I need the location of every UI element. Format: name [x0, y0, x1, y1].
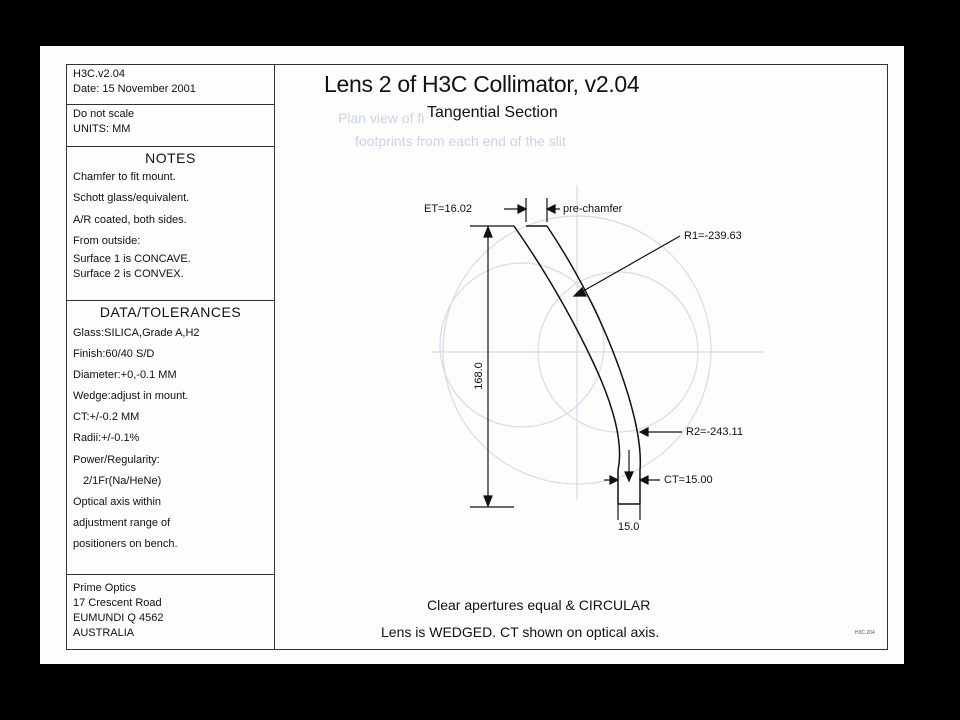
note-line: Chamfer to fit mount.: [73, 171, 176, 183]
tolerance-line: Power/Regularity:: [73, 453, 160, 466]
note-line: Surface 1 is CONCAVE.: [73, 253, 191, 266]
address-street: 17 Crescent Road: [73, 597, 162, 609]
tolerance-line: Diameter:+0,-0.1 MM: [73, 369, 177, 382]
note-line: Schott glass/equivalent.: [73, 192, 190, 205]
tolerance-line: Glass:SILICA,Grade A,H2: [73, 327, 200, 339]
ct-label: CT=15.00: [664, 474, 713, 486]
id-block: [67, 65, 274, 105]
company-name: Prime Optics: [73, 582, 136, 594]
scale-block: [67, 105, 274, 147]
tolerance-line: Finish:60/40 S/D: [73, 348, 155, 361]
tolerance-line: CT:+/-0.2 MM: [73, 411, 140, 424]
et-label: ET=16.02: [424, 203, 473, 215]
drawing-id: H3C.v2.04: [73, 68, 125, 80]
tolerance-line: Optical axis within: [73, 495, 162, 508]
units-note: UNITS: MM: [73, 123, 131, 135]
drawing-date: Date: 15 November 2001: [73, 83, 196, 95]
tolerance-line: Radii:+/-0.1%: [73, 432, 140, 445]
tolerance-line: 2/1Fr(Na/HeNe): [83, 474, 162, 487]
address-country: AUSTRALIA: [73, 627, 135, 639]
scale-note: Do not scale: [73, 108, 135, 120]
tolerance-line: positioners on bench.: [73, 537, 178, 550]
notes-block: [67, 147, 274, 301]
tolerance-line: adjustment range of: [73, 516, 171, 529]
address-town: EUMUNDI Q 4562: [73, 612, 164, 624]
pre-chamfer-label: pre-chamfer: [563, 203, 623, 215]
footer-note-wedged: Lens is WEDGED. CT shown on optical axis.: [381, 624, 660, 640]
ghost-text-line-1: Plan view of fi: [338, 110, 425, 126]
footer-note-apertures: Clear apertures equal & CIRCULAR: [427, 597, 651, 613]
drawing-subtitle: Tangential Section: [427, 104, 558, 121]
ghost-text-line-2: footprints from each end of the slit: [355, 133, 566, 149]
note-line: From outside:: [73, 234, 141, 247]
notes-title: NOTES: [145, 150, 196, 166]
r2-label: R2=-243.11: [686, 426, 743, 438]
height-label: 168.0: [472, 362, 485, 390]
note-line: Surface 2 is CONVEX.: [73, 268, 184, 281]
drawing-code: H3C.204: [855, 630, 875, 636]
width-label: 15.0: [618, 521, 640, 533]
r1-label: R1=-239.63: [684, 230, 742, 242]
tolerances-block: [67, 301, 274, 575]
tolerances-title: DATA/TOLERANCES: [99, 304, 242, 320]
drawing-title: Lens 2 of H3C Collimator, v2.04: [324, 71, 640, 97]
address-block: [67, 575, 274, 651]
tolerance-line: Wedge:adjust in mount.: [73, 390, 189, 403]
title-block: [67, 65, 275, 649]
note-line: A/R coated, both sides.: [73, 213, 187, 226]
drawing-frame: [66, 64, 888, 650]
